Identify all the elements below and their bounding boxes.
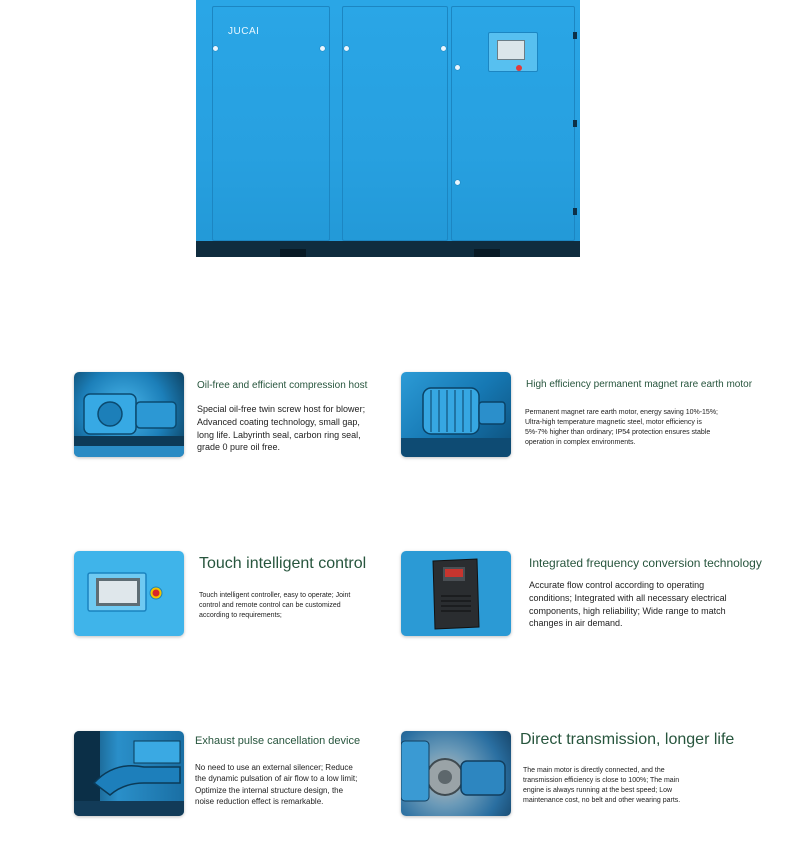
feature-description: Accurate flow control according to operating conditions; Integrated with all necessary electrical components, high reliability; Wide range to match changes in air demand.	[529, 580, 727, 629]
direct-drive-image	[401, 731, 511, 816]
touch-control-image	[74, 551, 184, 636]
inverter-image	[401, 551, 511, 636]
oil-free-host-image	[74, 372, 184, 457]
base-foot	[280, 249, 306, 257]
door-handle-icon	[441, 46, 446, 51]
motor-illustration	[401, 372, 511, 457]
exhaust-illustration	[74, 731, 184, 816]
door-handle-icon	[213, 46, 218, 51]
control-panel	[488, 32, 538, 72]
feature-title: Integrated frequency conversion technology	[529, 556, 762, 570]
inverter-illustration	[401, 551, 511, 636]
door-handle-icon	[320, 46, 325, 51]
feature-description: Touch intelligent controller, easy to operate; Joint control and remote control can be customized according to requirements;	[199, 592, 351, 619]
feature-description: Special oil-free twin screw host for blower; Advanced coating technology, small gap, long life. Labyrinth seal, carbon ring seal, grade 0 pure oil free.	[197, 404, 366, 453]
feature-description: The main motor is directly connected, and the transmission efficiency is close to 100%; The main engine is always running at the best speed; Low maintenance cost, no belt and other wearing parts.	[523, 767, 681, 804]
hinge-icon	[573, 120, 577, 127]
door-handle-icon	[455, 65, 460, 70]
hinge-icon	[573, 208, 577, 215]
compression-host-illustration	[74, 372, 184, 457]
base-foot	[474, 249, 500, 257]
feature-title: High efficiency permanent magnet rare earth motor	[526, 379, 753, 390]
feature-title: Touch intelligent control	[199, 555, 367, 572]
controller-screen	[497, 40, 525, 60]
feature-description: Permanent magnet rare earth motor, energy saving 10%-15%; Ultra-high temperature magnetic steel, motor efficiency is 5%-7% higher than ordinary; IP54 protection ensures stable operation in complex environments.	[525, 409, 718, 446]
feature-title: Direct transmission, longer life	[520, 731, 735, 748]
coupling-illustration	[401, 731, 511, 816]
exhaust-device-image	[74, 731, 184, 816]
touch-panel-illustration	[74, 551, 184, 636]
pm-motor-image	[401, 372, 511, 457]
emergency-stop-icon	[516, 65, 522, 71]
hinge-icon	[573, 32, 577, 39]
door-handle-icon	[344, 46, 349, 51]
feature-title: Exhaust pulse cancellation device	[195, 735, 361, 747]
cabinet-door-middle	[342, 6, 448, 241]
cabinet-brand-label: JUCAI	[228, 26, 260, 37]
feature-title: Oil-free and efficient compression host	[197, 380, 368, 391]
feature-description: No need to use an external silencer; Reduce the dynamic pulsation of air flow to a low limit; Optimize the internal structure design, the noise reduction effect is remarkable.	[195, 763, 358, 807]
cabinet-base	[196, 241, 580, 257]
door-handle-icon	[455, 180, 460, 185]
compressor-cabinet-image	[196, 0, 580, 257]
cabinet-door-left	[212, 6, 330, 241]
